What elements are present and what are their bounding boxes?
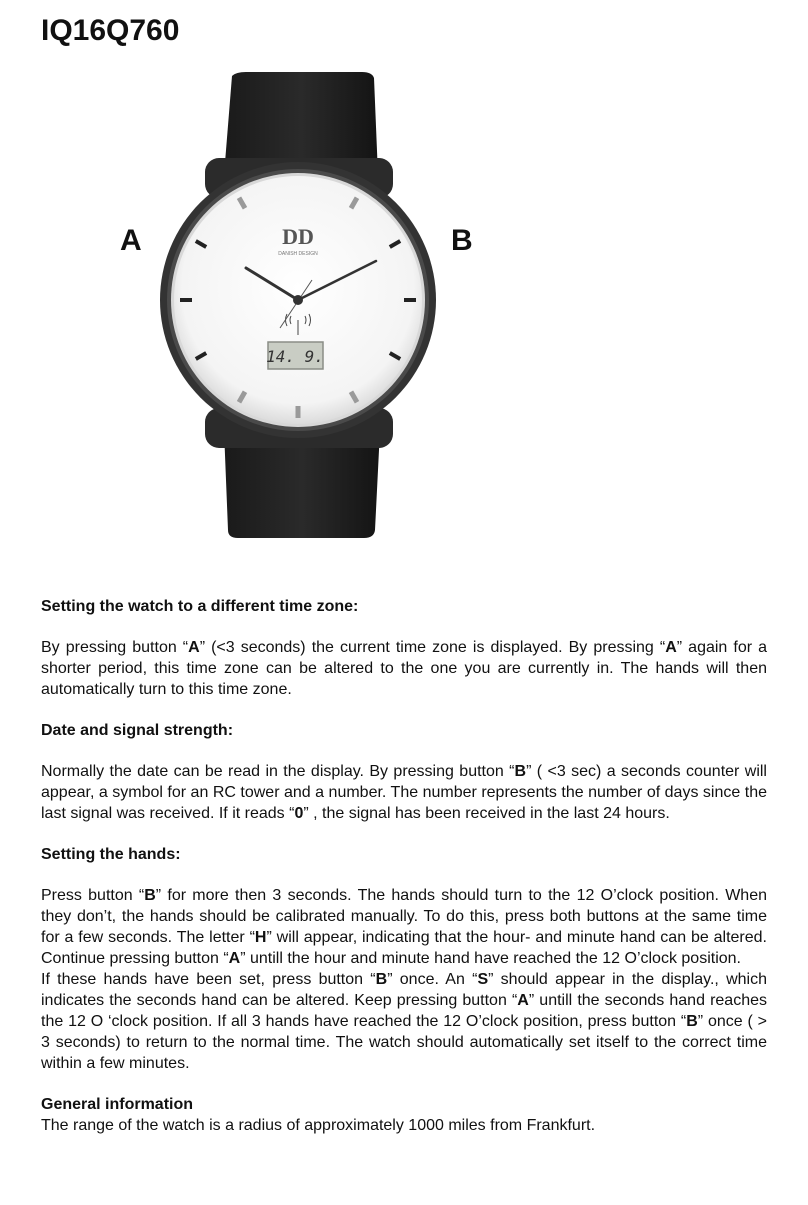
section-time-zone	[41, 596, 767, 700]
lcd-date-text: 14. 9.	[266, 347, 324, 366]
paragraph-general: The range of the watch is a radius of approximately 1000 miles from Frankfurt.	[41, 1117, 596, 1134]
watch-figure	[0, 60, 808, 580]
heading-hands: Setting the hands:	[41, 846, 181, 863]
watch-illustration	[0, 60, 808, 580]
heading-date-signal: Date and signal strength:	[41, 722, 234, 739]
paragraph-date-signal: Normally the date can be read in the display. By pressing button “B” ( <3 sec) a seconds counter will appear, a symbol for an RC tower and a number. The number represents the number of days since the last signal was received. If it reads “0” , the signal has been received in the last 24 hours.	[41, 763, 767, 822]
document-title: IQ16Q760	[41, 14, 180, 47]
heading-time-zone: Setting the watch to a different time zone:	[41, 598, 359, 615]
hand-pivot	[293, 295, 303, 305]
paragraph-hands-2: If these hands have been set, press button “B” once. An “S” should appear in the display., which indicates the seconds hand can be altered. Keep pressing button “A” untill the seconds hand reaches the 12 O ‘clock position. If all 3 hands have reached the 12 O’clock position, press button “B” once ( > 3 seconds) to return to the normal time. The watch should automatically set itself to the correct time within a few minutes.	[41, 971, 768, 1072]
heading-general: General information	[41, 1096, 194, 1113]
button-a-label: A	[120, 224, 142, 257]
section-date-signal	[41, 720, 767, 824]
instructions	[41, 596, 767, 1136]
paragraph-time-zone: By pressing button “A” (<3 seconds) the current time zone is displayed. By pressing “A” again for a shorter period, this time zone can be altered to the one you are currently in. The hands will then automatically turn to this time zone.	[41, 639, 768, 698]
paragraph-hands-1: Press button “B” for more then 3 seconds. The hands should turn to the 12 O’clock position. When they don’t, the hands should be calibrated manually. To do this, press both buttons at the same time for a few seconds. The letter “H” will appear, indicating that the hour- and minute hand can be altered. Continue pressing button “A” untill the hour and minute hand have reached the 12 O’clock position.	[41, 887, 768, 967]
button-b-label: B	[451, 224, 473, 257]
section-hands	[41, 844, 767, 1074]
brand-logo: DD	[282, 224, 314, 249]
brand-text: DANISH DESIGN	[278, 251, 318, 257]
section-general	[41, 1094, 767, 1136]
